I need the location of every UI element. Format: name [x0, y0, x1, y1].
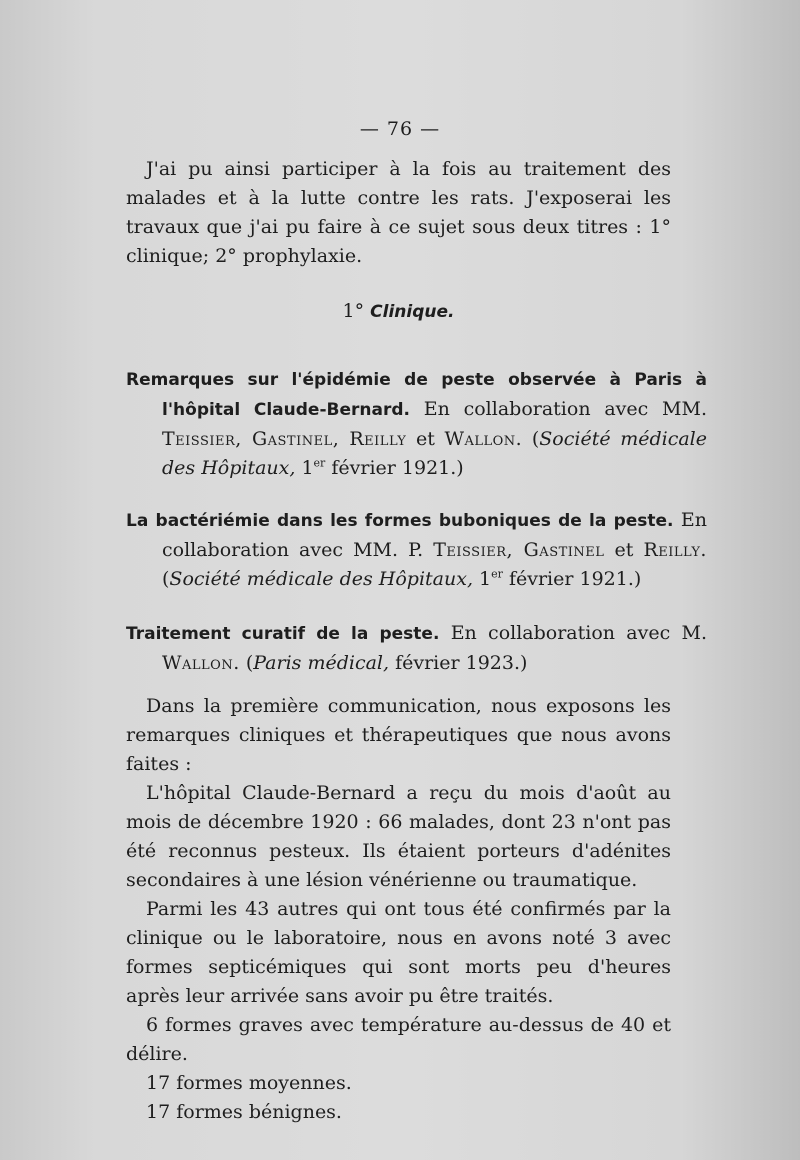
- reference-title: Traitement curatif de la peste.: [126, 624, 440, 644]
- body-text: [126, 692, 671, 1127]
- reference-title: Remarques sur l'épidémie de peste observée à Paris à l'hôpital Claude-Bernard.: [126, 370, 707, 420]
- section-heading: [126, 297, 671, 327]
- reference-source: Société médicale des Hôpitaux,: [162, 428, 707, 479]
- reference-last-author: Reilly.: [643, 539, 707, 561]
- reference-date-rest: février 1923.): [395, 652, 528, 674]
- body-paragraph: 17 formes moyennes.: [146, 1072, 352, 1094]
- reference-source: Société médicale des Hôpitaux,: [169, 568, 473, 590]
- section-number: 1°: [342, 300, 365, 322]
- reference-date-sup: er: [313, 456, 326, 470]
- body-paragraph: Parmi les 43 autres qui ont tous été confirmés par la clinique ou le laboratoire, nous en avons noté 3 avec formes septicémiques qui sont morts peu d'heures après leur arrivée sans avoir pu être traités.: [126, 898, 671, 1007]
- reference-entry: [126, 619, 707, 678]
- body-paragraph: 17 formes bénignes.: [146, 1101, 342, 1123]
- reference-source-open: (: [531, 428, 540, 450]
- reference-date-num: 1: [301, 457, 314, 479]
- body-paragraph: 6 formes graves avec température au-dessus de 40 et délire.: [126, 1014, 671, 1065]
- reference-collab: En collaboration avec M.: [450, 622, 707, 644]
- reference-date-rest: février 1921.): [508, 568, 642, 590]
- reference-last-author: Wallon.: [162, 652, 240, 674]
- body-paragraph: Dans la première communication, nous exposons les remarques cliniques et thérapeutiques que nous avons faites :: [126, 695, 671, 775]
- reference-source-open: (: [162, 568, 170, 590]
- reference-and: et: [415, 428, 435, 450]
- intro-text: J'ai pu ainsi participer à la fois au traitement des malades et à la lutte contre les rats. J'exposerai les travaux que j'ai pu faire à ce sujet sous deux titres : 1° clinique; 2° prophylaxie.: [126, 158, 671, 267]
- page-number: — 76 —: [359, 118, 441, 140]
- reference-entry: [126, 365, 707, 483]
- reference-source: Paris médical,: [253, 652, 390, 674]
- body-paragraph: L'hôpital Claude-Bernard a reçu du mois d'août au mois de décembre 1920 : 66 malades, dont 23 n'ont pas été reconnus pesteux. Ils étaient porteurs d'adénites secondaires à une lésion vénérienne ou traumatique.: [126, 782, 671, 891]
- reference-last-author: Wallon.: [444, 428, 523, 450]
- reference-authors: Teissier, Gastinel: [433, 539, 605, 561]
- reference-date-num: 1: [479, 568, 492, 590]
- reference-and: et: [614, 539, 634, 561]
- reference-date-rest: février 1921.): [331, 457, 464, 479]
- reference-collab: En collaboration avec MM. P.: [162, 509, 707, 561]
- intro-paragraph: [126, 155, 671, 271]
- reference-authors: Teissier, Gastinel, Reilly: [162, 428, 407, 450]
- reference-source-open: (: [245, 652, 254, 674]
- section-title: Clinique.: [370, 302, 455, 322]
- reference-title: La bactériémie dans les formes buboniques de la peste.: [126, 511, 674, 531]
- reference-entry: [126, 506, 707, 594]
- reference-collab: En collaboration avec MM.: [423, 398, 707, 420]
- reference-date-sup: er: [491, 567, 503, 581]
